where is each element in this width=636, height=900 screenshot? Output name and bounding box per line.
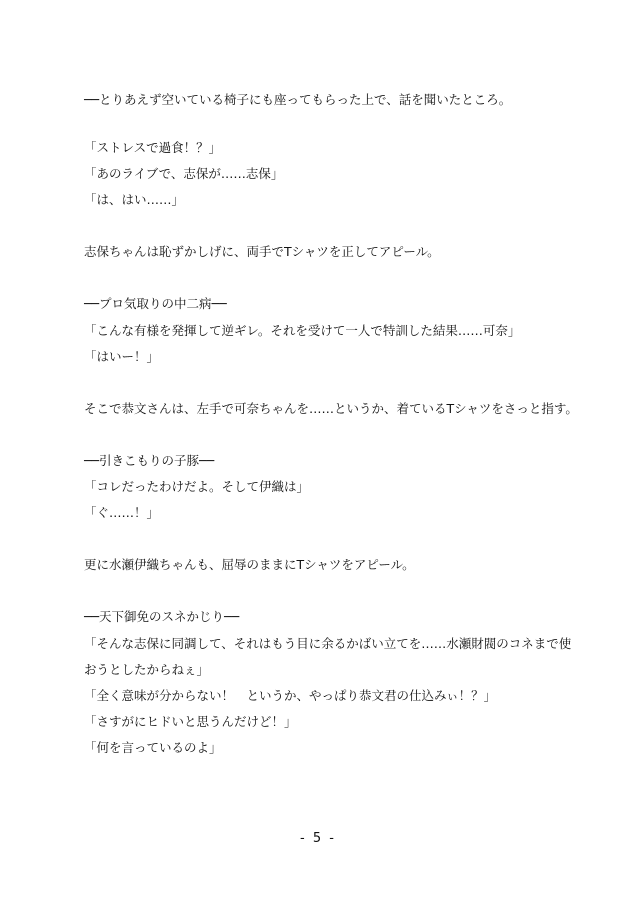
dialogue-line: 「ぐ……！」 <box>84 505 160 520</box>
heading-line: ──プロ気取りの中二病── <box>84 296 227 311</box>
narration-line: 志保ちゃんは恥ずかしげに、両手でTシャツを正してアピール。 <box>84 244 440 259</box>
dialogue-line: 「ストレスで過食！？」 <box>84 140 222 155</box>
dialogue-line: 「コレだったわけだよ。そして伊織は」 <box>84 479 310 494</box>
dialogue-line: 「全く意味が分からない！ というか、やっぱり恭文君の仕込みぃ！？」 <box>84 688 497 703</box>
narration-line: 更に水瀬伊織ちゃんも、屈辱のままにTシャツをアピール。 <box>84 557 415 572</box>
dialogue-line: おうとしたからねぇ」 <box>84 662 210 677</box>
dialogue-line: 「はいー！」 <box>84 349 160 364</box>
dialogue-line: 「そんな志保に同調して、それはもう目に余るかばい立てを……水瀬財閥のコネまで使 <box>84 636 572 651</box>
heading-line: ──天下御免のスネかじり── <box>84 609 240 624</box>
dialogue-line: 「何を言っているのよ」 <box>84 740 222 755</box>
dialogue-line: 「さすがにヒドいと思うんだけど！」 <box>84 714 297 729</box>
heading-line: ──引きこもりの子豚── <box>84 453 215 468</box>
narration-line: そこで恭文さんは、左手で可奈ちゃんを……というか、着ているTシャツをさっと指す。 <box>84 401 578 416</box>
page-number: - 5 - <box>300 831 336 846</box>
dialogue-line: 「こんな有様を発揮して逆ギレ。それを受けて一人で特訓した結果……可奈」 <box>84 323 521 338</box>
narration-line: ──とりあえず空いている椅子にも座ってもらった上で、話を聞いたところ。 <box>84 92 512 107</box>
dialogue-line: 「あのライブで、志保が……志保」 <box>84 166 284 181</box>
dialogue-line: 「は、はい……」 <box>84 192 185 207</box>
